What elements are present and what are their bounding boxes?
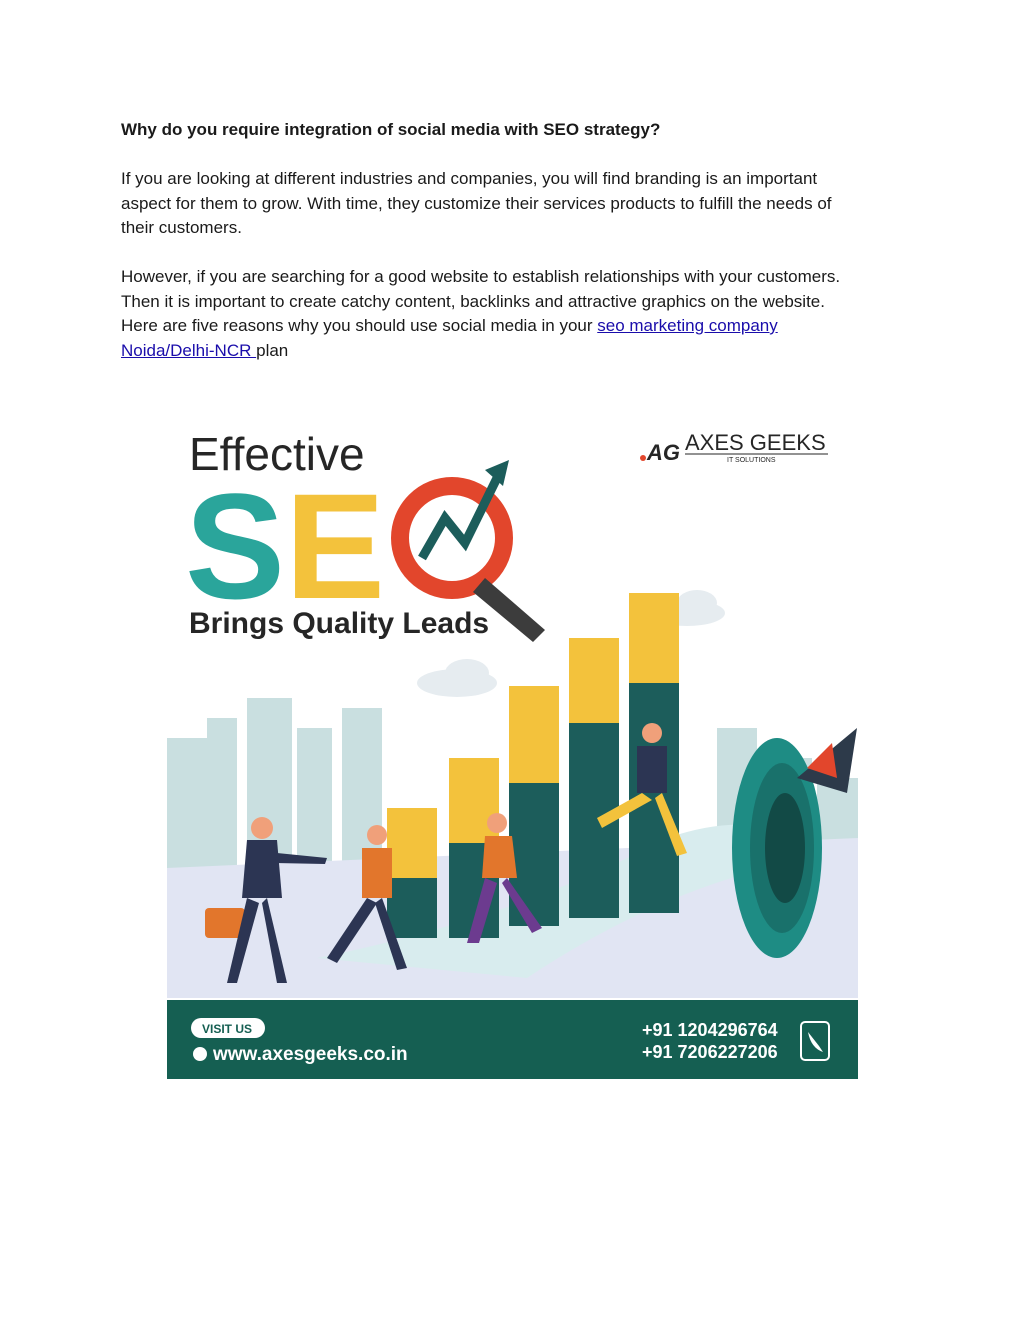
headline-letter-s: S [185,462,286,630]
brand-tagline: IT SOLUTIONS [727,457,776,464]
paragraph-line: If you are looking at different industries and companies, you will find branding is an important [121,169,818,188]
paragraph-branding [121,167,911,241]
seo-banner-image [167,398,858,1079]
seo-company-link-location[interactable]: Noida/Delhi-NCR [121,340,257,360]
article-heading: Why do you require integration of social media with SEO strategy? [121,120,661,139]
paragraph-suffix: plan [256,340,289,360]
paragraph-line: However, if you are searching for a good website to establish relationships with your customers. [121,267,841,286]
globe-icon [193,1047,207,1061]
paragraph-line: Then it is important to create catchy content, backlinks and attractive graphics on the website. [121,291,825,311]
paragraph-line: their customers. [121,218,242,237]
website-url: www.axesgeeks.co.in [213,1044,408,1065]
brand-mark: AG [647,440,680,465]
headline-effective: Effective [189,428,365,480]
banner-headline [185,428,489,640]
headline-letter-e: E [285,462,386,630]
banner-graphic [167,398,858,1079]
brand-logo [640,430,828,465]
paragraph-reasons [121,265,911,363]
phone-number-1: +91 1204296764 [642,1020,778,1040]
paragraph-line: Here are five reasons why you should use social media in your [121,316,598,335]
paragraph-line: aspect for them to grow. With time, they customize their services products to fulfill the needs of [121,193,832,213]
visit-us-label: VISIT US [202,1022,253,1036]
banner-footer [167,1000,858,1079]
bar-columns [387,593,679,938]
phone-number-2: +91 7206227206 [642,1042,778,1062]
brand-name: AXES GEEKS [685,430,826,455]
headline-tagline: Brings Quality Leads [189,607,490,640]
seo-company-link[interactable]: seo marketing company [597,316,778,335]
